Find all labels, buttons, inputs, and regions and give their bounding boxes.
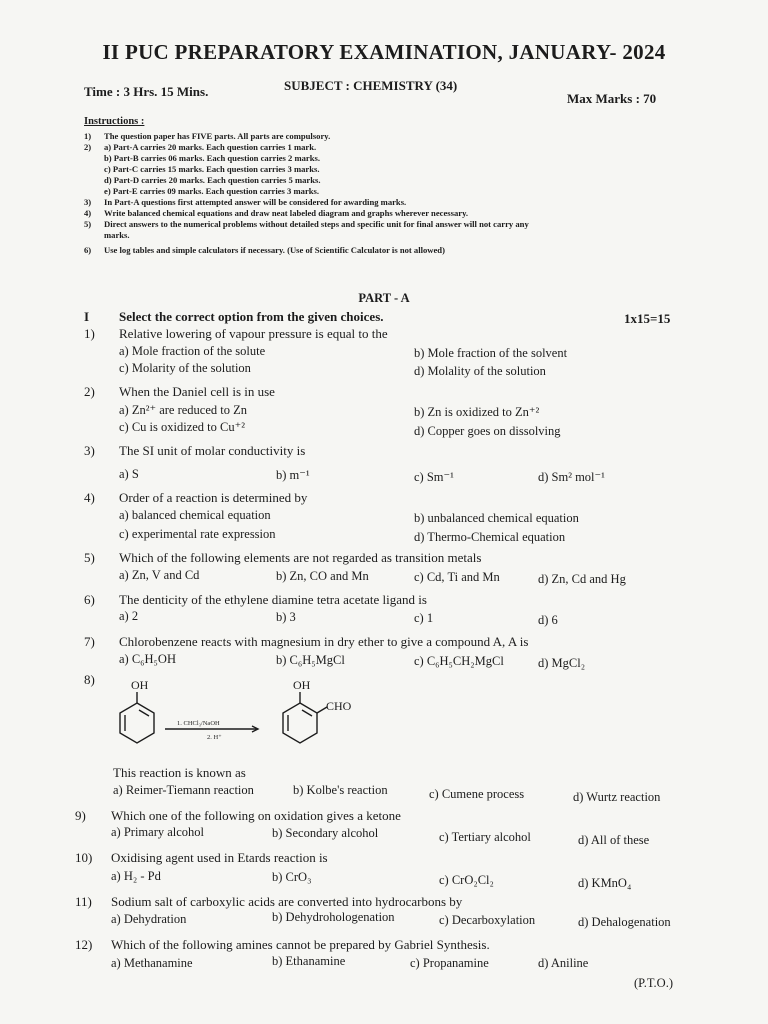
max-marks-label: Max Marks : 70	[567, 91, 657, 106]
question-text: When the Daniel cell is in use	[119, 384, 275, 399]
instr-text: marks.	[104, 230, 130, 240]
question-number: 1)	[84, 326, 95, 341]
option-b: b) Zn, CO and Mn	[276, 569, 369, 583]
question-number: 9)	[75, 808, 86, 823]
instructions-list	[84, 131, 704, 281]
option-d: d) Zn, Cd and Hg	[538, 572, 626, 586]
reagent-step-2: 2. H⁺	[207, 734, 222, 741]
option-d: d) Thermo-Chemical equation	[414, 530, 566, 544]
option-c: c) Molarity of the solution	[119, 361, 251, 375]
option-a: a) Methanamine	[111, 956, 193, 970]
option-a: a) Mole fraction of the solute	[119, 344, 266, 358]
instr-text: In Part-A questions first attempted answer will be considered for awarding marks.	[104, 197, 407, 207]
question-number: 12)	[75, 937, 93, 952]
subject-label: SUBJECT : CHEMISTRY (34)	[284, 78, 458, 93]
question-number: 11)	[75, 894, 92, 909]
option-a: a) 2	[119, 609, 139, 623]
question-text: This reaction is known as	[113, 765, 246, 780]
option-b: b) CrO₃	[272, 870, 312, 884]
option-a: a) Reimer-Tiemann reaction	[113, 783, 254, 797]
instr-text: e) Part-E carries 09 marks. Each question carries 3 marks.	[104, 186, 320, 196]
option-c: c) 1	[414, 611, 434, 625]
option-d: d) KMnO₄	[578, 876, 632, 890]
option-c: c) experimental rate expression	[119, 527, 276, 541]
instr-text: c) Part-C carries 15 marks. Each question carries 3 marks.	[104, 164, 320, 174]
option-d: d) Molality of the solution	[414, 364, 546, 378]
question-number: 4)	[84, 490, 95, 505]
option-d: d) Dehalogenation	[578, 915, 671, 929]
option-a: a) balanced chemical equation	[119, 508, 271, 522]
option-b: b) 3	[276, 610, 296, 624]
question-number: 7)	[84, 634, 95, 649]
reagent-step-1: 1. CHCl₃/NaOH	[177, 720, 220, 727]
option-b: b) Ethanamine	[272, 954, 346, 968]
option-a: a) Zn²⁺ are reduced to Zn	[119, 403, 247, 417]
instr-num: 1)	[84, 131, 92, 141]
option-d: d) Wurtz reaction	[573, 790, 661, 804]
option-a: a) Primary alcohol	[111, 825, 205, 839]
question-text: The denticity of the ethylene diamine tetra acetate ligand is	[119, 592, 427, 607]
option-c: c) Cumene process	[429, 787, 525, 801]
question-text: Relative lowering of vapour pressure is equal to the	[119, 326, 388, 341]
question-number: 5)	[84, 550, 95, 565]
question-text: Order of a reaction is determined by	[119, 490, 308, 505]
instr-text: Write balanced chemical equations and draw neat labeled diagram and graphs wherever necessary.	[104, 208, 469, 218]
option-b: b) unbalanced chemical equation	[414, 511, 579, 525]
instr-text: a) Part-A carries 20 marks. Each question carries 1 mark.	[104, 142, 317, 152]
option-c: c) Propanamine	[410, 956, 489, 970]
question-number: 8)	[84, 672, 95, 687]
instr-num: 4)	[84, 208, 92, 218]
option-c: c) Cd, Ti and Mn	[414, 570, 500, 584]
question-number: 2)	[84, 384, 95, 399]
part-a-title: PART - A	[358, 291, 410, 305]
option-a: a) Dehydration	[111, 912, 187, 926]
instr-num: 3)	[84, 197, 92, 207]
time-label: Time : 3 Hrs. 15 Mins.	[84, 84, 209, 99]
question-text: Chlorobenzene reacts with magnesium in dry ether to give a compound A, A is	[119, 634, 529, 649]
option-a: a) S	[119, 467, 139, 481]
reaction-diagram	[95, 676, 395, 768]
option-c: c) Decarboxylation	[439, 913, 536, 927]
section-instruction: Select the correct option from the given choices.	[119, 309, 384, 324]
option-d: d) Sm² mol⁻¹	[538, 470, 605, 484]
instructions-heading: Instructions :	[84, 116, 145, 127]
question-text: Which of the following amines cannot be prepared by Gabriel Synthesis.	[111, 937, 490, 952]
instr-text: Use log tables and simple calculators if necessary. (Use of Scientific Calculator is not allowed)	[104, 245, 445, 255]
option-d: d) Aniline	[538, 956, 589, 970]
pto-label: (P.T.O.)	[634, 976, 674, 990]
instr-text: The question paper has FIVE parts. All parts are compulsory.	[104, 131, 331, 141]
option-b: b) C₆H₅MgCl	[276, 653, 345, 667]
question-text: Which one of the following on oxidation gives a ketone	[111, 808, 401, 823]
instr-text: b) Part-B carries 06 marks. Each question carries 2 marks.	[104, 153, 321, 163]
option-d: d) 6	[538, 613, 558, 627]
option-d: d) Copper goes on dissolving	[414, 424, 561, 438]
question-text: Oxidising agent used in Etards reaction is	[111, 850, 328, 865]
option-b: b) m⁻¹	[276, 468, 310, 482]
oh-label: OH	[293, 678, 311, 692]
question-number: 6)	[84, 592, 95, 607]
oh-label: OH	[131, 678, 149, 692]
instr-text: d) Part-D carries 20 marks. Each question carries 5 marks.	[104, 175, 321, 185]
option-a: a) Zn, V and Cd	[119, 568, 200, 582]
option-b: b) Mole fraction of the solvent	[414, 346, 568, 360]
option-c: c) Sm⁻¹	[414, 470, 454, 484]
instr-num: 5)	[84, 219, 92, 229]
section-marks: 1x15=15	[624, 311, 671, 326]
instr-text: Direct answers to the numerical problems without detailed steps and specific unit for final answer will not carry any	[104, 219, 529, 229]
question-number: 10)	[75, 850, 93, 865]
option-a: a) C₆H₅OH	[119, 652, 176, 666]
option-b: b) Kolbe's reaction	[293, 783, 388, 797]
instr-num: 2)	[84, 142, 92, 152]
section-number: I	[84, 309, 90, 324]
option-b: b) Zn is oxidized to Zn⁺²	[414, 405, 540, 419]
question-number: 3)	[84, 443, 95, 458]
instr-num: 6)	[84, 245, 92, 255]
option-c: c) Cu is oxidized to Cu⁺²	[119, 420, 245, 434]
option-d: d) MgCl₂	[538, 656, 586, 670]
exam-title: II PUC PREPARATORY EXAMINATION, JANUARY- 2024	[102, 40, 666, 64]
question-text: Sodium salt of carboxylic acids are converted into hydrocarbons by	[111, 894, 463, 909]
option-b: b) Secondary alcohol	[272, 826, 379, 840]
option-b: b) Dehydrohologenation	[272, 910, 395, 924]
option-c: c) Tertiary alcohol	[439, 830, 531, 844]
option-c: c) C₆H₅CH₂MgCl	[414, 654, 504, 668]
question-text: The SI unit of molar conductivity is	[119, 443, 306, 458]
cho-label: CHO	[326, 699, 352, 713]
option-a: a) H₂ - Pd	[111, 869, 161, 883]
option-d: d) All of these	[578, 833, 650, 847]
question-text: Which of the following elements are not regarded as transition metals	[119, 550, 482, 565]
option-c: c) CrO₂Cl₂	[439, 873, 494, 887]
